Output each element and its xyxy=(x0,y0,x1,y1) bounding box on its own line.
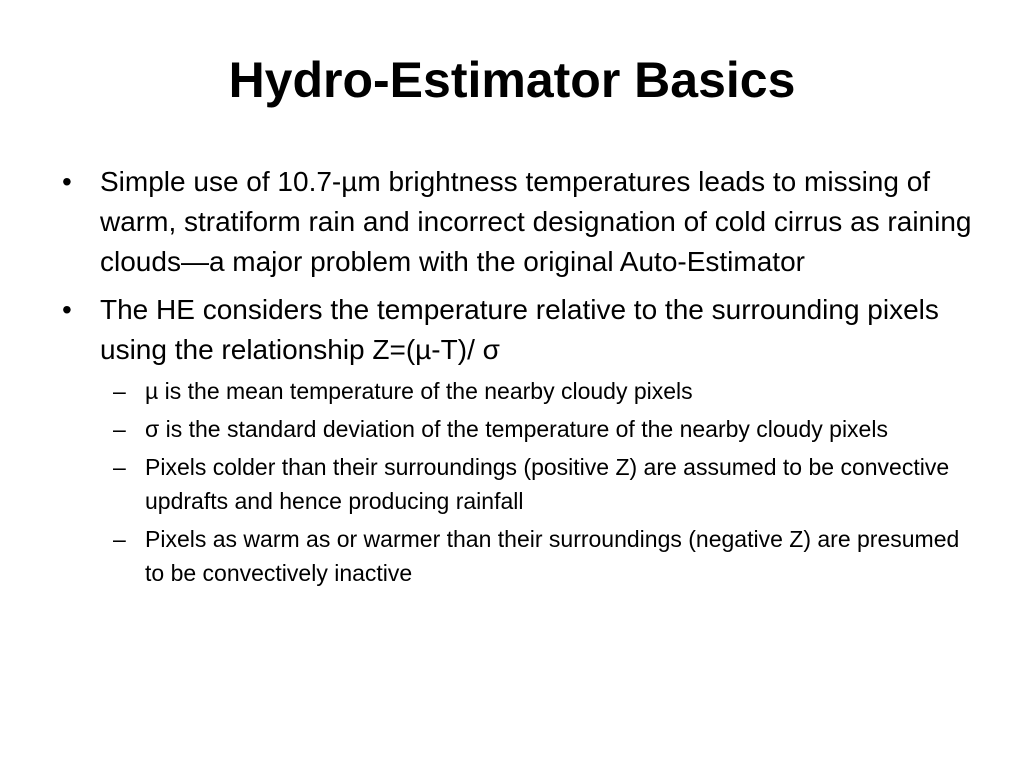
dash-marker-icon: – xyxy=(113,378,126,404)
sub-bullet-item xyxy=(100,522,980,590)
bullet-item xyxy=(60,290,980,590)
bullet-list xyxy=(60,162,980,598)
dash-marker-icon: – xyxy=(113,416,126,442)
bullet-text: Simple use of 10.7-µm brightness temperatures leads to missing of warm, stratiform rain and incorrect designation of cold cirrus as raining clouds—a major problem with the original Auto-Estimator xyxy=(100,166,972,277)
sub-bullet-text: µ is the mean temperature of the nearby cloudy pixels xyxy=(145,378,693,404)
bullet-text: The HE considers the temperature relative to the surrounding pixels using the relationship Z=(µ-T)/ σ xyxy=(100,294,939,365)
sub-bullet-list xyxy=(100,374,980,590)
bullet-marker-icon: • xyxy=(62,294,72,325)
sub-bullet-text: Pixels colder than their surroundings (positive Z) are assumed to be convective updrafts and hence producing rainfall xyxy=(145,454,950,514)
sub-bullet-item xyxy=(100,450,980,518)
sub-bullet-item xyxy=(100,412,980,446)
dash-marker-icon: – xyxy=(113,454,126,480)
dash-marker-icon: – xyxy=(113,526,126,552)
bullet-marker-icon: • xyxy=(62,166,72,197)
sub-bullet-item xyxy=(100,374,980,408)
bullet-item xyxy=(60,162,980,282)
sub-bullet-text: σ is the standard deviation of the temperature of the nearby cloudy pixels xyxy=(145,416,888,442)
sub-bullet-text: Pixels as warm as or warmer than their surroundings (negative Z) are presumed to be convectively inactive xyxy=(145,526,960,586)
slide-title: Hydro-Estimator Basics xyxy=(228,52,796,108)
